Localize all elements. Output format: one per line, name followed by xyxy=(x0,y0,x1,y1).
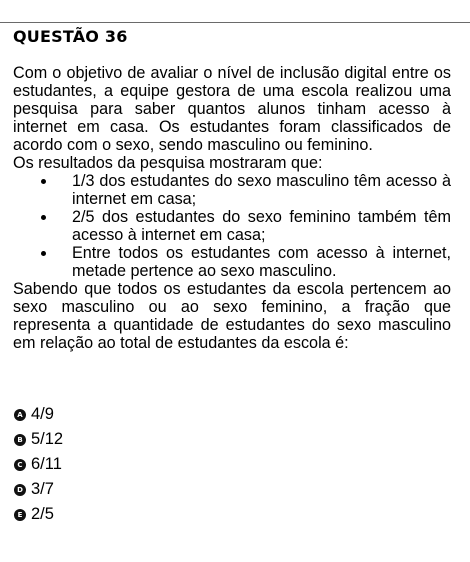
bullet-icon xyxy=(41,215,46,220)
results-item-text: 2/5 dos estudantes do sexo feminino também têm acesso à internet em casa; xyxy=(72,208,451,244)
option-a-letter-icon: A xyxy=(14,409,26,421)
question-body xyxy=(13,64,451,352)
answer-options xyxy=(14,402,63,527)
option-a-text: 4/9 xyxy=(31,405,54,423)
option-c-letter-icon: C xyxy=(14,459,26,471)
question-title: QUESTÃO 36 xyxy=(13,27,128,46)
results-list-item xyxy=(13,208,451,244)
top-divider xyxy=(0,22,470,23)
results-item-text: Entre todos os estudantes com acesso à internet, metade pertence ao sexo masculino. xyxy=(72,244,451,280)
option-c[interactable] xyxy=(14,452,63,477)
option-c-text: 6/11 xyxy=(31,455,62,473)
option-b-text: 5/12 xyxy=(31,430,64,448)
option-d-letter-icon: D xyxy=(14,484,26,496)
results-list-item xyxy=(13,244,451,280)
option-b[interactable] xyxy=(14,427,63,452)
results-item-text: 1/3 dos estudantes do sexo masculino têm acesso à internet em casa; xyxy=(72,172,451,208)
intro-paragraph: Com o objetivo de avaliar o nível de inclusão digital entre os estudantes, a equipe gestora de uma escola realizou uma pesquisa para saber quantos alunos tinham acesso à internet em casa. Os estudantes foram classificados de acordo com o sexo, sendo masculino ou feminino. xyxy=(13,64,451,154)
results-lead: Os resultados da pesquisa mostraram que: xyxy=(13,154,323,172)
option-d-text: 3/7 xyxy=(31,480,54,498)
option-b-letter-icon: B xyxy=(14,434,26,446)
results-list-item xyxy=(13,172,451,208)
results-list xyxy=(13,172,451,280)
bullet-icon xyxy=(41,251,46,256)
option-d[interactable] xyxy=(14,477,63,502)
option-e[interactable] xyxy=(14,502,63,527)
bullet-icon xyxy=(41,179,46,184)
option-a[interactable] xyxy=(14,402,63,427)
question-prompt: Sabendo que todos os estudantes da escola pertencem ao sexo masculino ou ao sexo feminino, a fração que representa a quantidade de estudantes do sexo masculino em relação ao total de estudantes da escola é: xyxy=(13,280,451,352)
option-e-letter-icon: E xyxy=(14,509,26,521)
option-e-text: 2/5 xyxy=(31,505,54,523)
